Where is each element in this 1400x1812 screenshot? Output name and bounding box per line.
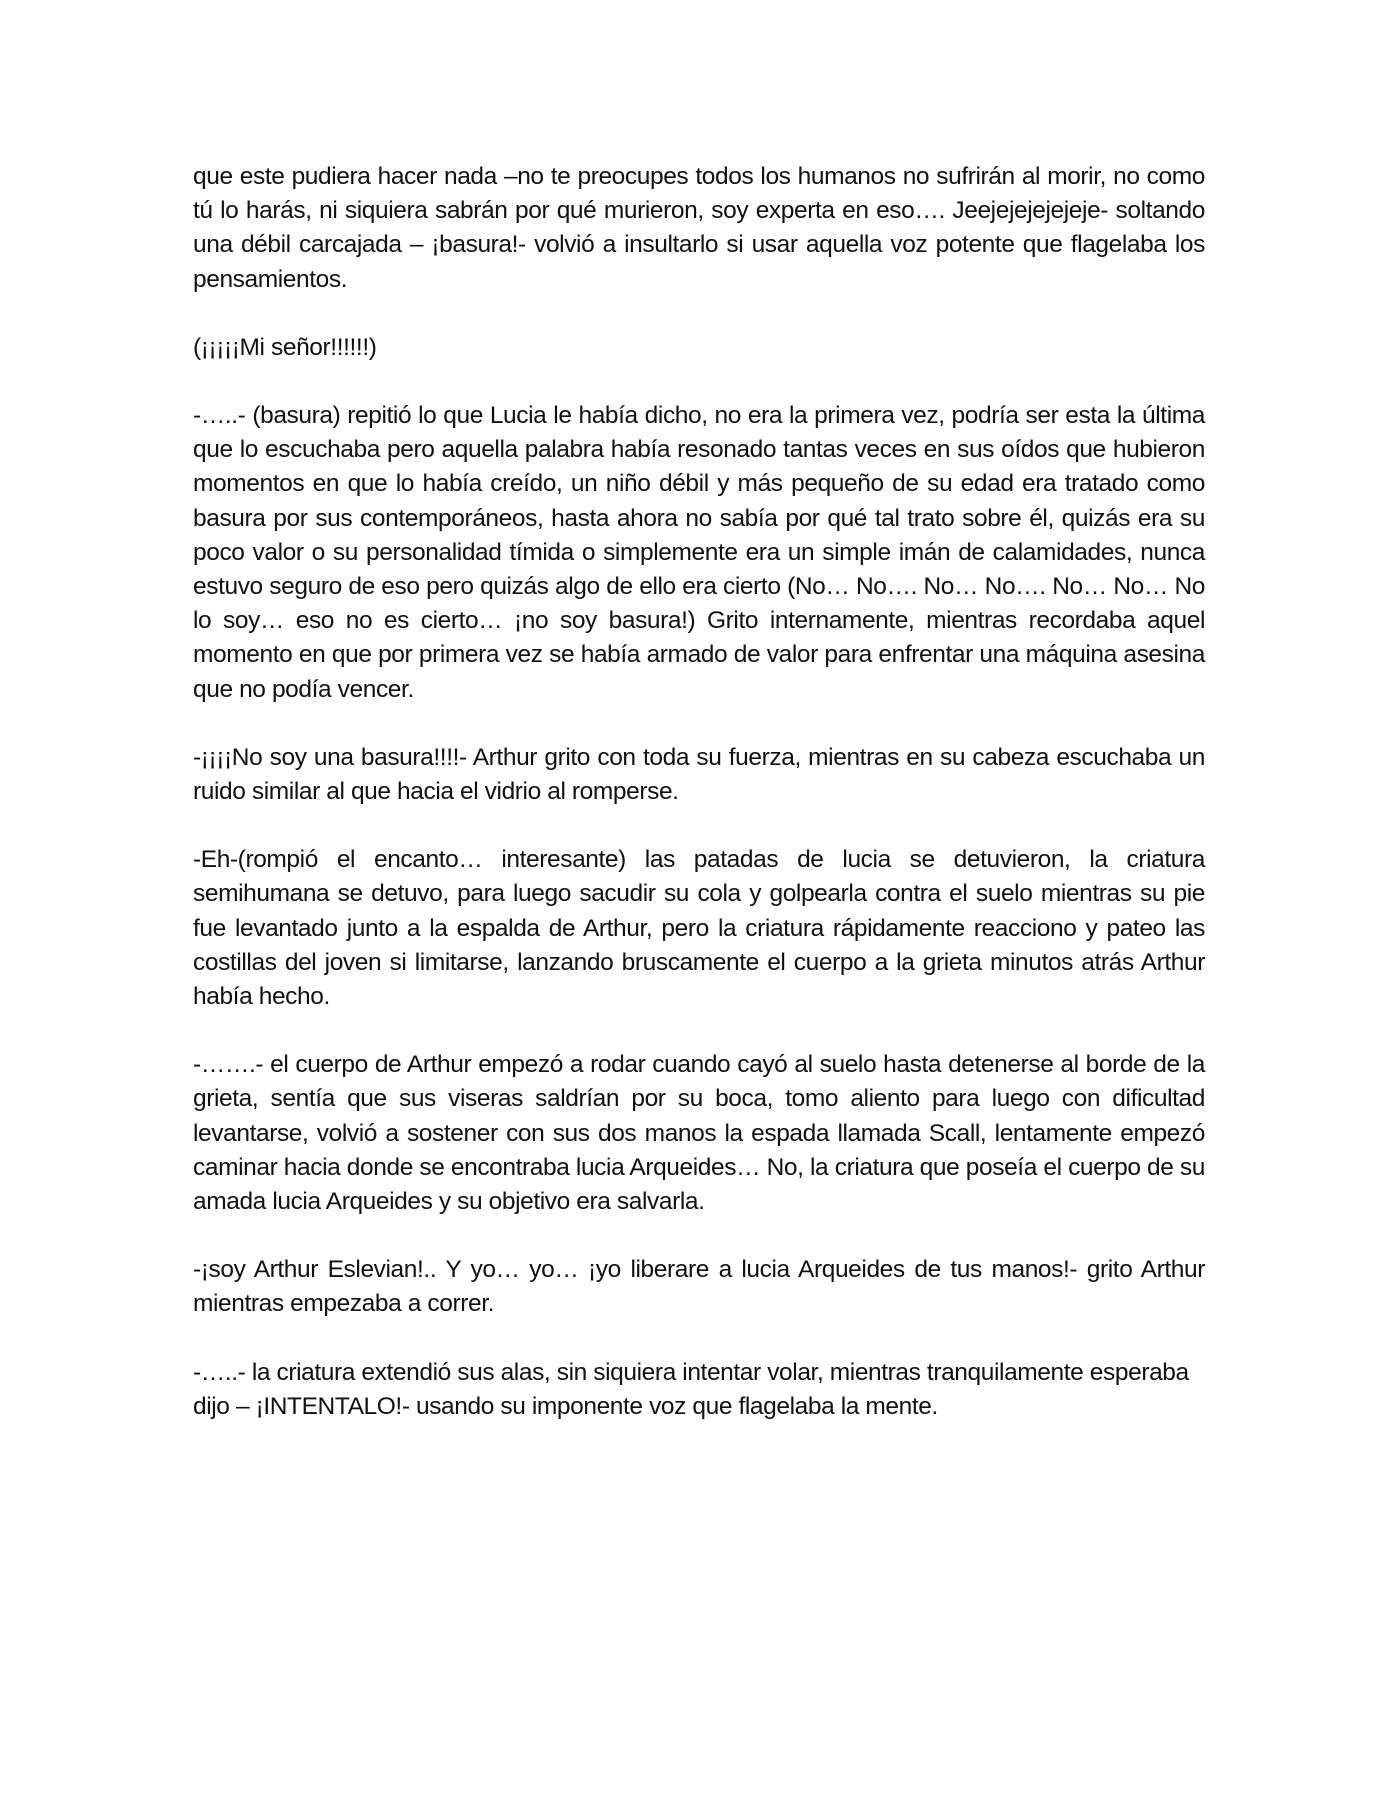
paragraph: -…..- la criatura extendió sus alas, sin siquiera intentar volar, mientras tranquilamente esperaba dijo – ¡INTENTALO!- usando su imponente voz que flagelaba la mente. [193, 1358, 1189, 1420]
paragraph: -¡soy Arthur Eslevian!.. Y yo… yo… ¡yo liberare a lucia Arqueides de tus manos!- grito Arthur mientras empezaba a correr. [193, 1256, 1205, 1318]
paragraph: -…..- (basura) repitió lo que Lucia le había dicho, no era la primera vez, podría ser esta la última que lo escuchaba pero aquella palabra había resonado tantas veces en sus oídos que hubieron momentos en que lo había creído, un niño débil y más pequeño de su edad era tratado como basura por sus contemporáneos, hasta ahora no sabía por qué tal trato sobre él, quizás era su poco valor o su personalidad tímida o simplemente era un simple imán de calamidades, nunca estuvo seguro de eso pero quizás algo de ello era cierto (No… No…. No… No…. No… No… No lo soy… eso no es cierto… ¡no soy basura!) Grito internamente, mientras recordaba aquel momento en que por primera vez se había armado de valor para enfrentar una máquina asesina que no podía vencer. [193, 402, 1205, 703]
document-body [193, 160, 1205, 1458]
paragraph: que este pudiera hacer nada –no te preocupes todos los humanos no sufrirán al morir, no como tú lo harás, ni siquiera sabrán por qué murieron, soy experta en eso…. Jeejejejejejeje- soltando una débil carcajada – ¡basura!- volvió a insultarlo si usar aquella voz potente que flagelaba los pensamientos. [193, 163, 1205, 293]
paragraph: -¡¡¡¡No soy una basura!!!!- Arthur grito con toda su fuerza, mientras en su cabeza escuchaba un ruido similar al que hacia el vidrio al romperse. [193, 743, 1205, 806]
paragraph: (¡¡¡¡¡Mi señor!!!!!!) [193, 333, 377, 361]
paragraph: -…….- el cuerpo de Arthur empezó a rodar cuando cayó al suelo hasta detenerse al borde de la grieta, sentía que sus viseras saldrían por su boca, tomo aliento para luego con dificultad levantarse, volvió a sostener con sus dos manos la espada llamada Scall, lentamente empezó caminar hacia donde se encontraba lucia Arqueides… No, la criatura que poseía el cuerpo de su amada lucia Arqueides y su objetivo era salvarla. [193, 1051, 1205, 1216]
paragraph: -Eh-(rompió el encanto… interesante) las patadas de lucia se detuvieron, la criatura semihumana se detuvo, para luego sacudir su cola y golpearla contra el suelo mientras su pie fue levantado junto a la espalda de Arthur, pero la criatura rápidamente reacciono y pateo las costillas del joven si limitarse, lanzando bruscamente el cuerpo a la grieta minutos atrás Arthur había hecho. [193, 846, 1205, 1011]
